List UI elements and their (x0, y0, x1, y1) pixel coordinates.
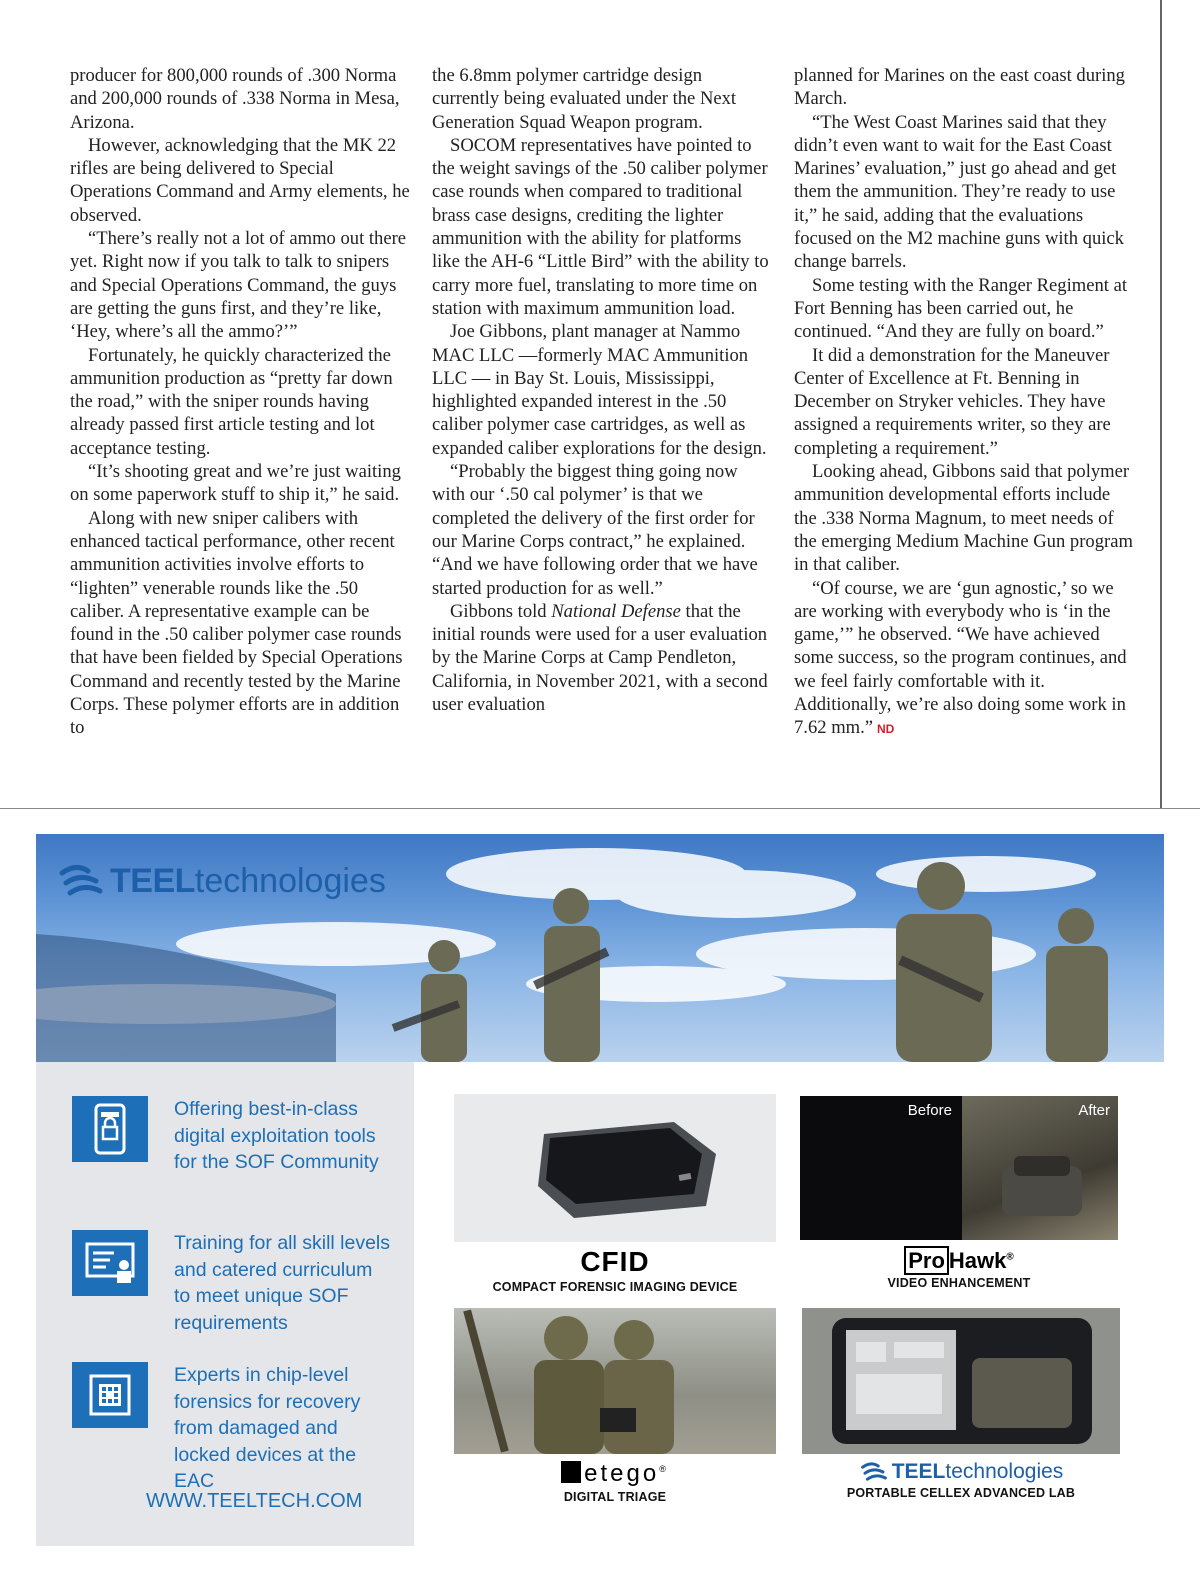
paragraph: planned for Marines on the east coast during March. (794, 65, 1125, 110)
paragraph: Joe Gibbons, plant manager at Nammo MAC LLC —formerly MAC Ammunition LLC — in Bay St. Louis, Mississippi, highlighted expanded interest in the .50 caliber polymer case cartridges, as well as expanded caliber explorations for the design. (432, 321, 767, 459)
feature-text: Experts in chip-level forensics for recovery from damaged and locked devices at the EAC (174, 1364, 361, 1492)
product-prohawk (800, 1096, 1118, 1290)
soldiers-banner (36, 834, 1164, 1062)
paragraph: However, acknowledging that the MK 22 rifles are being delivered to Special Operations Command and Army elements, he observed. (70, 134, 410, 226)
feature-text: Offering best-in-class digital exploitation tools for the SOF Community (174, 1098, 379, 1173)
feature-item (72, 1096, 394, 1176)
feature-text: Training for all skill levels and catered curriculum to meet unique SOF requirements (174, 1232, 391, 1334)
registered-mark: ® (1006, 1251, 1014, 1263)
cfid-device-image (454, 1094, 776, 1242)
paragraph: Looking ahead, Gibbons said that polymer ammunition developmental efforts include the .338 Norma Magnum, to meet needs of the emerging Medium Machine Gun program in that caliber. (794, 461, 1133, 576)
after-panel (962, 1096, 1118, 1240)
brand-strong: TEEL (110, 861, 195, 900)
feature-sidebar (36, 1062, 414, 1546)
article-column-2 (432, 64, 772, 716)
column-rule (1160, 0, 1162, 808)
paragraph: “It’s shooting great and we’re just waiting on some paperwork stuff to ship it,” he said. (70, 461, 401, 506)
detego-logo (454, 1460, 776, 1488)
paragraph: Gibbons told National Defense that the initial rounds were used for a user evaluation by the Marine Corps at Camp Pendleton, California, in November 2021, with a second user evaluation (432, 600, 768, 716)
prohawk-logo (800, 1248, 1118, 1274)
product-cfid (454, 1094, 776, 1294)
paragraph: “The West Coast Marines said that they didn’t even want to wait for the East Coast Marines’ evaluation,” just go ahead and get them the ammunition. They’re ready to use it,” he said, adding that the evaluations focused on the M2 machine guns with quick change barrels. (794, 111, 1124, 273)
registered-mark: ® (659, 1464, 669, 1474)
after-label: After (1078, 1102, 1110, 1119)
feature-item (72, 1362, 394, 1495)
teel-advertisement (36, 834, 1164, 1546)
feature-item (72, 1230, 394, 1336)
teel-wave-icon (58, 861, 104, 901)
prohawk-logo-box: Pro (904, 1246, 949, 1275)
chip-icon (72, 1362, 148, 1428)
detego-logo-text: etego (584, 1460, 660, 1487)
end-mark: ND (877, 722, 895, 737)
paragraph: the 6.8mm polymer cartridge design currently being evaluated under the Next Generation Squad Weapon program. (432, 65, 737, 133)
prohawk-subtitle: VIDEO ENHANCEMENT (887, 1276, 1031, 1290)
paragraph: SOCOM representatives have pointed to the weight savings of the .50 caliber polymer case rounds when compared to traditional brass case designs, crediting the lighter ammunition with the ability for platforms like the AH-6 “Little Bird” with the ability to carry more fuel, translating to more time on station with maximum ammunition load. (432, 134, 769, 319)
paragraph: producer for 800,000 rounds of .300 Norma and 200,000 rounds of .338 Norma in Mesa, Arizona. (70, 65, 400, 133)
teel-logo (58, 856, 386, 906)
product-cellex-lab (802, 1308, 1120, 1500)
paragraph: “Probably the biggest thing going now with our ‘.50 cal polymer’ is that we completed the delivery of the first order for our Marine Corps contract,” he explained. “And we have following order that we have started production for as well.” (432, 461, 758, 599)
article-column-1 (70, 64, 410, 740)
detego-d-mark (561, 1461, 581, 1483)
soldiers-triage-image (454, 1308, 776, 1454)
brand-strong: TEEL (891, 1460, 946, 1483)
paragraph: Along with new sniper calibers with enhanced tactical performance, other recent ammunition activities involve efforts to “lighten” venerable rounds like the .50 caliber. A representative example can be found in the .50 caliber polymer case rounds that have been fielded by Special Operations Command and recently tested by the Marine Corps. These polymer efforts are in addition to (70, 507, 403, 739)
before-label: Before (907, 1102, 952, 1119)
lab-case-image (802, 1308, 1120, 1454)
paragraph: It did a demonstration for the Maneuver Center of Excellence at Ft. Benning in December on Stryker vehicles. They have assigned a requirements writer, so they are completing a requirement.” (794, 344, 1111, 459)
article-column-3 (794, 64, 1134, 742)
paragraph: “There’s really not a lot of ammo out there yet. Right now if you talk to talk to snipers and Special Operations Command, the guys are getting the guns first, and they’re like, ‘Hey, where’s all the ammo?’” (70, 228, 407, 343)
paragraph: “Of course, we are ‘gun agnostic,’ so we are working with everybody who is ‘in the game,’” he observed. “We have achieved some success, so the program continues, and we feel fairly comfortable with it. Additionally, we’re also doing some work in 7.62 mm.” ND (794, 577, 1127, 739)
website-link[interactable]: WWW.TEELTECH.COM (146, 1490, 363, 1512)
teel-logo-small (802, 1460, 1120, 1484)
phone-lock-icon (72, 1096, 148, 1162)
brand-light: technologies (194, 861, 386, 900)
prohawk-logo-text: Hawk (948, 1248, 1007, 1273)
teel-wave-icon (859, 1460, 889, 1484)
paragraph: Fortunately, he quickly characterized the ammunition production as “pretty far down the road,” with the sniper rounds having already passed first article testing and lot acceptance testing. (70, 344, 393, 459)
brand-light: technologies (945, 1460, 1064, 1483)
paragraph: Some testing with the Ranger Regiment at Fort Benning has been carried out, he continued. “And they are fully on board.” (794, 274, 1128, 343)
before-panel (800, 1096, 962, 1240)
cfid-logo: CFID (580, 1246, 650, 1277)
before-after-image (800, 1096, 1118, 1240)
section-divider (0, 808, 1200, 809)
cfid-subtitle: COMPACT FORENSIC IMAGING DEVICE (492, 1280, 738, 1294)
detego-subtitle: DIGITAL TRIAGE (563, 1490, 667, 1504)
training-board-icon (72, 1230, 148, 1296)
cellex-subtitle: PORTABLE CELLEX ADVANCED LAB (846, 1486, 1076, 1500)
product-detego (454, 1308, 776, 1504)
